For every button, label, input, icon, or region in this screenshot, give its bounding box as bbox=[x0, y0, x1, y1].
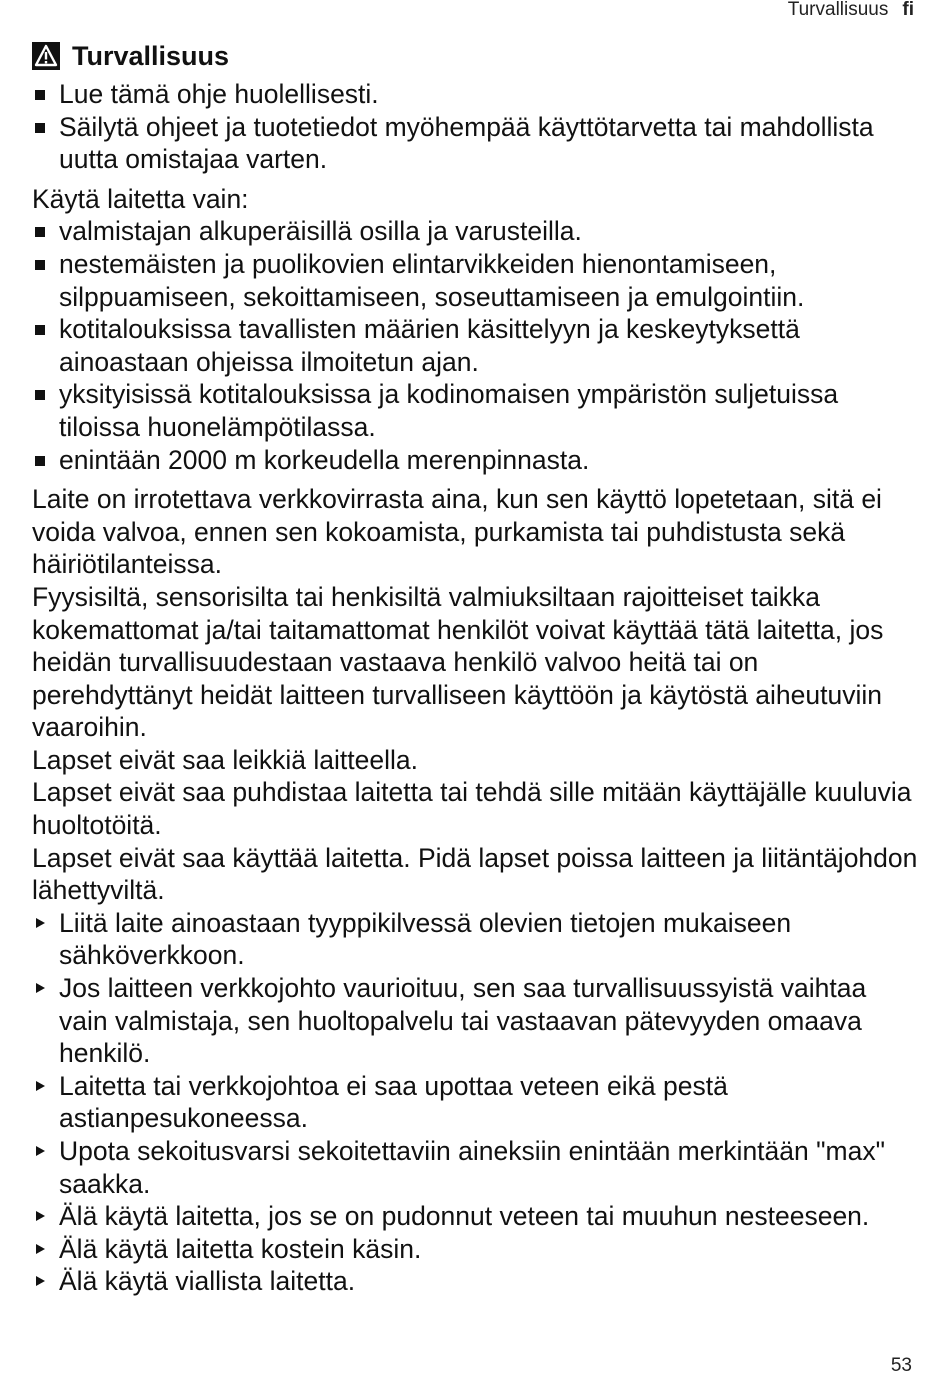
list-item: Älä käytä viallista laitetta. bbox=[32, 1265, 922, 1298]
list-item: Älä käytä laitetta kostein käsin. bbox=[32, 1233, 922, 1266]
instruction-list bbox=[32, 907, 922, 1298]
list-item: Lue tämä ohje huolellisesti. bbox=[32, 78, 922, 111]
paragraph-disconnect: Laite on irrotettava verkkovirrasta aina, kun sen käyttö lopetetaan, sitä ei voida valvoa, ennen sen kokoamista, purkamista tai puhdistusta sekä häiriötilanteissa. bbox=[32, 484, 882, 580]
header-section-title: Turvallisuus bbox=[787, 0, 889, 20]
warning-triangle-icon bbox=[32, 42, 60, 70]
section-title bbox=[32, 38, 922, 74]
paragraph-children-play: Lapset eivät saa leikkiä laitteella. bbox=[32, 744, 418, 775]
paragraph-persons: Fyysisiltä, sensorisilta tai henkisiltä valmiuksiltaan rajoitteiset taikka kokemattomat ja/tai taitamattomat henkilöt voivat käyttää tätä laitetta, jos heidän turvallisuudestaan vastaava henkilö valvoo heitä tai on perehdyttänyt heidät laitteen turvalliseen käyttöön ja käytöstä aiheutuviin vaaroihin. bbox=[32, 581, 884, 743]
list-item: nestemäisten ja puolikovien elintarvikkeiden hienontamiseen, silppuamiseen, sekoittamiseen, soseuttamiseen ja emulgointiin. bbox=[32, 248, 922, 313]
usage-list bbox=[32, 215, 922, 476]
list-item: Jos laitteen verkkojohto vaurioituu, sen saa turvallisuussyistä vaihtaa vain valmistaja, sen huoltopalvelu tai vastaavan pätevyyden omaava henkilö. bbox=[32, 972, 922, 1070]
list-item: valmistajan alkuperäisillä osilla ja varusteilla. bbox=[32, 215, 922, 248]
list-item: kotitalouksissa tavallisten määrien käsittelyyn ja keskeytyksettä ainoastaan ohjeissa ilmoitetun ajan. bbox=[32, 313, 922, 378]
running-header bbox=[788, 0, 914, 20]
paragraph-children-clean: Lapset eivät saa puhdistaa laitetta tai tehdä sille mitään käyttäjälle kuuluvia huoltotöitä. bbox=[32, 777, 912, 841]
list-item: enintään 2000 m korkeudella merenpinnasta. bbox=[32, 444, 922, 477]
list-item: Upota sekoitusvarsi sekoitettaviin aineksiin enintään merkintään "max" saakka. bbox=[32, 1135, 922, 1200]
section-title-text: Turvallisuus bbox=[72, 41, 230, 71]
list-item: Laitetta tai verkkojohtoa ei saa upottaa veteen eikä pestä astianpesukoneessa. bbox=[32, 1070, 922, 1135]
page-content bbox=[32, 38, 922, 1298]
list-item: Säilytä ohjeet ja tuotetiedot myöhempää käyttötarvetta tai mahdollista uutta omistajaa varten. bbox=[32, 111, 922, 176]
page-number: 53 bbox=[890, 1355, 912, 1376]
list-item: yksityisissä kotitalouksissa ja kodinomaisen ympäristön suljetuissa tiloissa huonelämpötilassa. bbox=[32, 378, 922, 443]
list-item: Liitä laite ainoastaan tyyppikilvessä olevien tietojen mukaiseen sähköverkkoon. bbox=[32, 907, 922, 972]
intro-list bbox=[32, 78, 922, 176]
list-item: Älä käytä laitetta, jos se on pudonnut veteen tai muuhun nesteeseen. bbox=[32, 1200, 922, 1233]
paragraph-children-use: Lapset eivät saa käyttää laitetta. Pidä lapset poissa laitteen ja liitäntäjohdon lähettyviltä. bbox=[32, 842, 918, 906]
header-language-code: fi bbox=[902, 0, 914, 20]
usage-heading: Käytä laitetta vain: bbox=[32, 183, 249, 214]
